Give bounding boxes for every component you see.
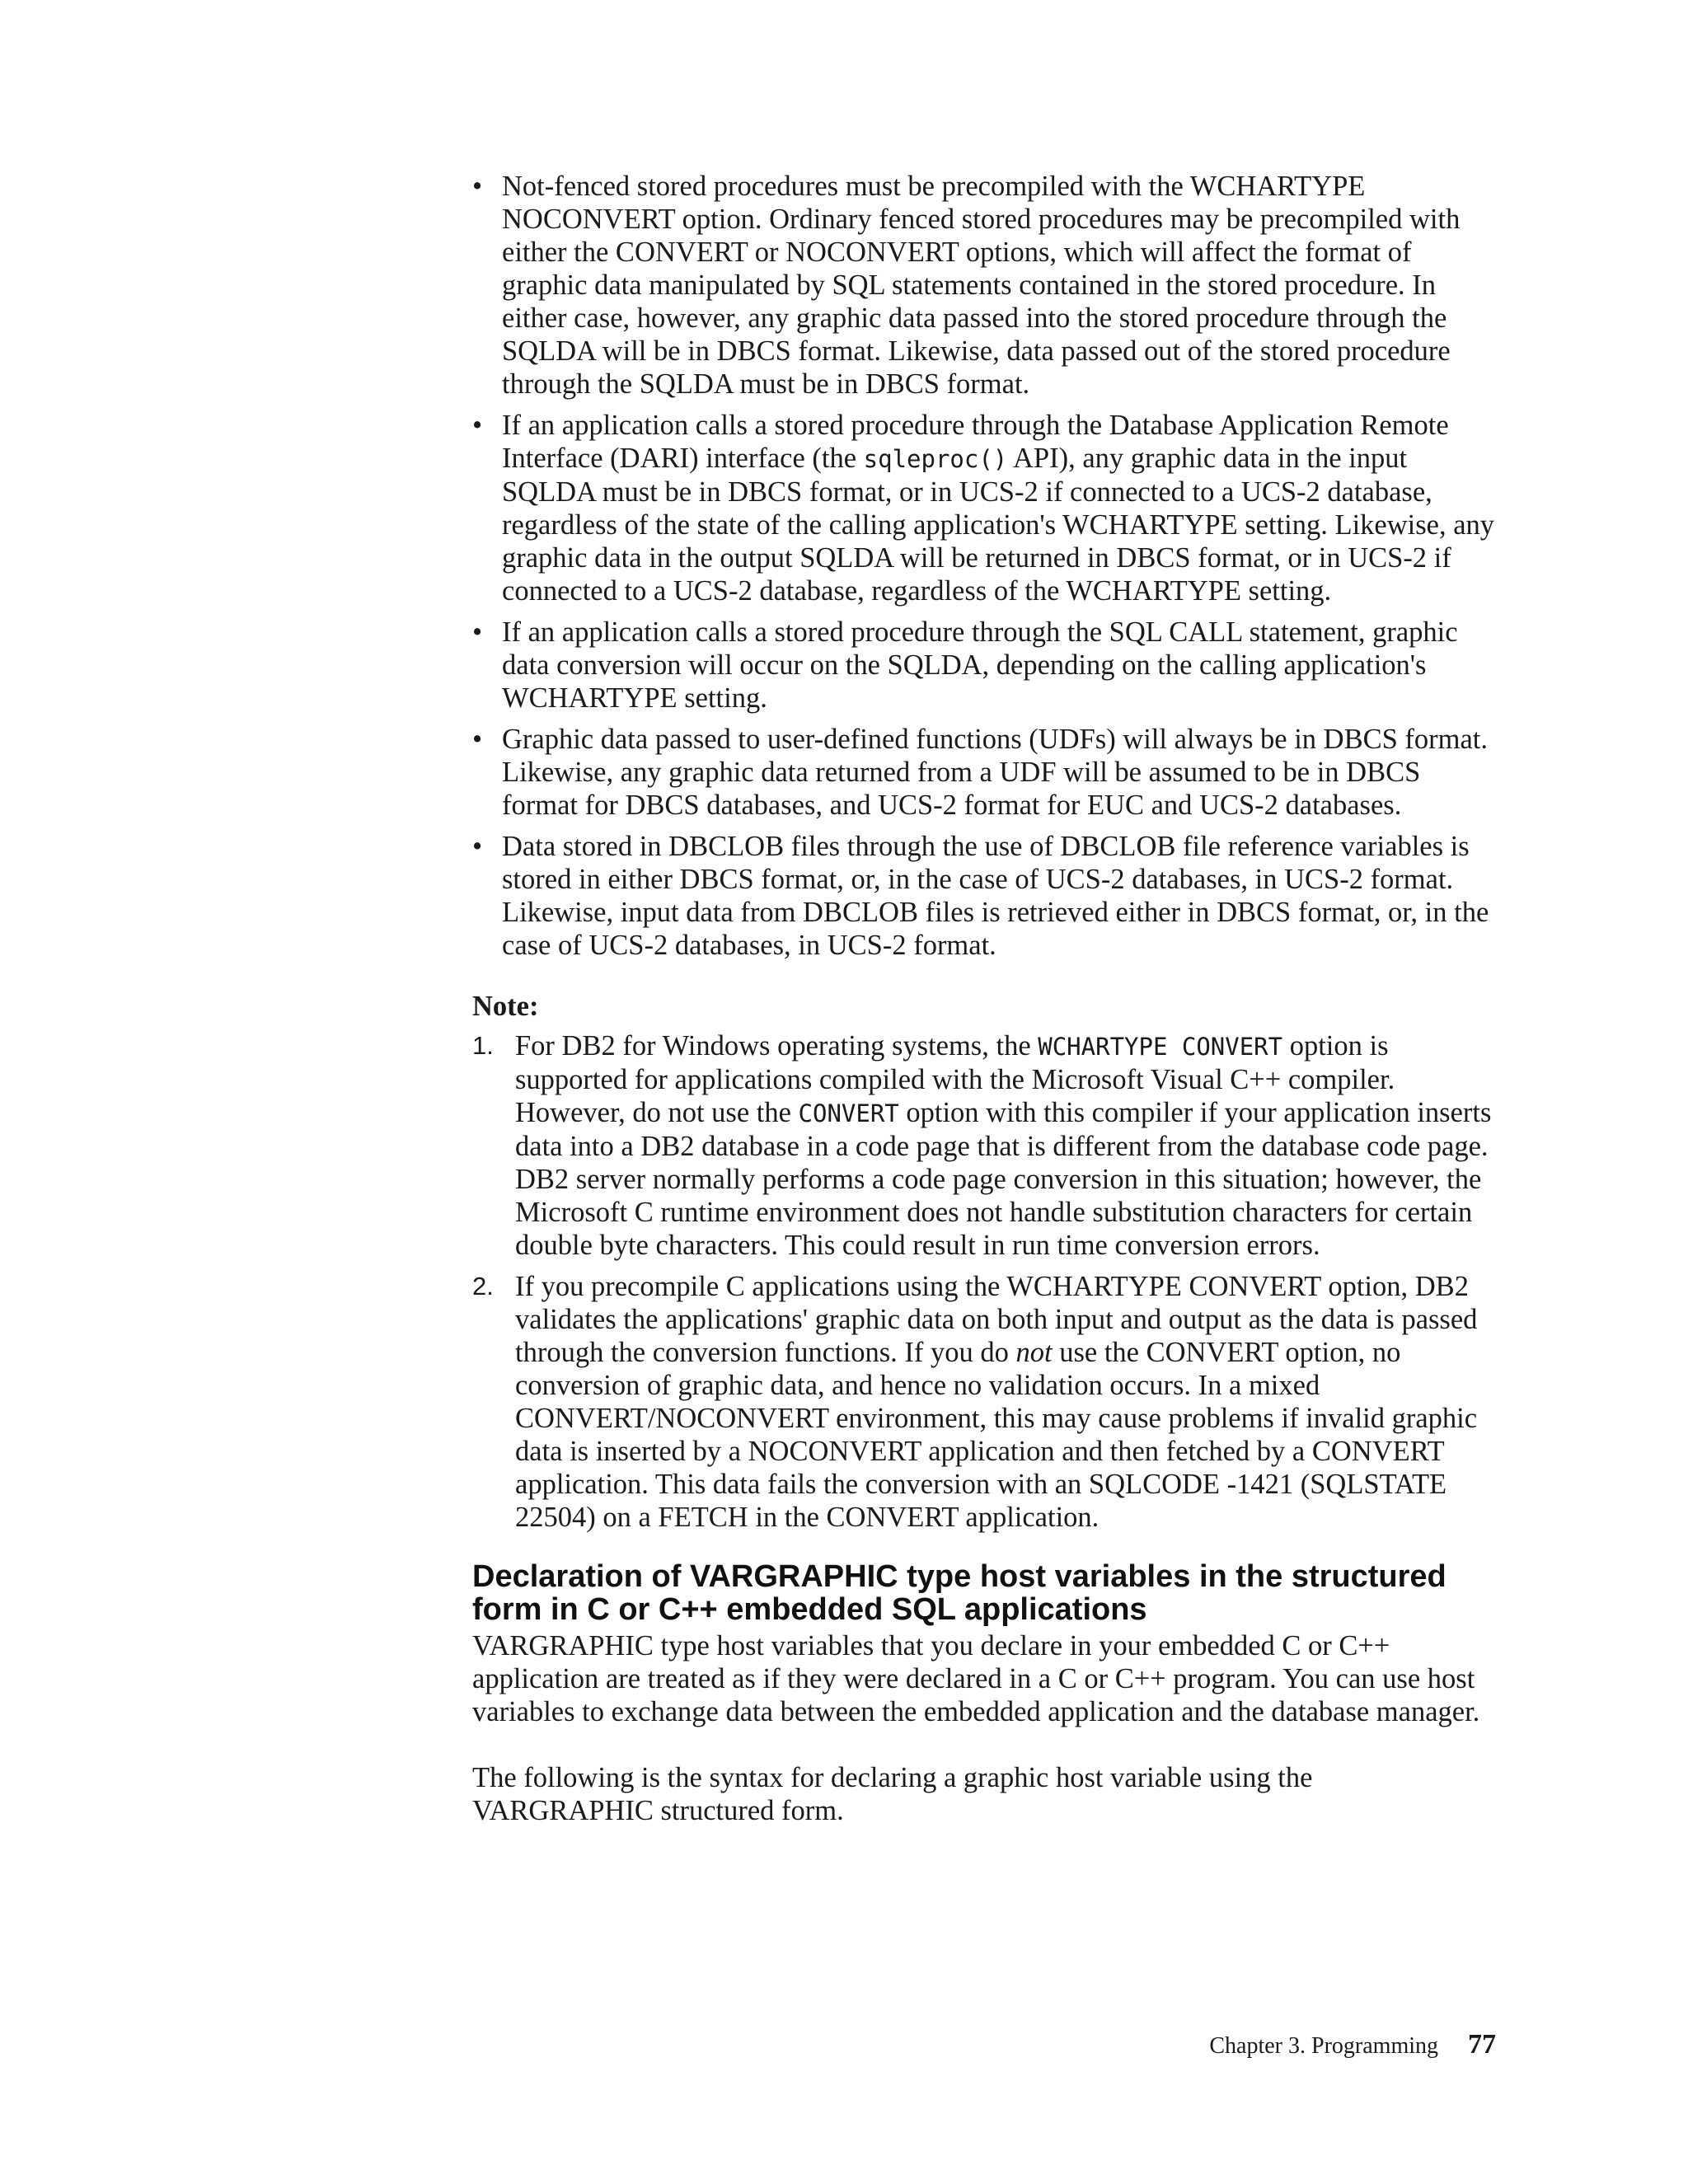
- chapter-label: Chapter 3. Programming: [1209, 2033, 1438, 2059]
- emphasis-text: not: [1015, 1337, 1053, 1368]
- body-paragraph: The following is the syntax for declaring a graphic host variable using the VARGRAPHIC structured form.: [472, 1762, 1313, 1826]
- bullet-icon: •: [472, 724, 483, 755]
- bullet-icon: •: [472, 171, 483, 202]
- inline-code: WCHARTYPE CONVERT: [1038, 1033, 1283, 1061]
- bullet-icon: •: [472, 831, 483, 862]
- bullet-icon: •: [472, 616, 483, 648]
- note-text: use the CONVERT option, no conversion of graphic data, and hence no validation occurs. In a mixed CONVERT/NOCONVERT environment, this may cause problems if invalid graphic data is inserted by a NOCONVERT application and then fetched by a CONVERT application. This data fails the conversion with an SQLCODE -1421 (SQLSTATE 22504) on a FETCH in the CONVERT application.: [515, 1337, 1478, 1533]
- list-item: [472, 830, 1498, 962]
- list-item: [472, 170, 1498, 401]
- note-number: 2.: [472, 1272, 494, 1301]
- list-item: [472, 409, 1498, 607]
- note-text: option with this compiler if your application inserts data into a DB2 database in a code page that is different from the database code page. DB2 server normally performs a code page conversion in this situation; however, the Microsoft C runtime environment does not handle substitution characters for certain double byte characters. This could result in run time conversion errors.: [515, 1097, 1492, 1261]
- bullet-list: [472, 170, 1498, 962]
- body-paragraph: VARGRAPHIC type host variables that you declare in your embedded C or C++ application are treated as if they were declared in a C or C++ program. You can use host variables to exchange data between the embedded application and the database manager.: [472, 1630, 1480, 1727]
- note-text: If you precompile C applications using the WCHARTYPE CONVERT option, DB2 validates the applications' graphic data on both input and output as the data is passed through the conversion functions. If you do: [515, 1271, 1478, 1368]
- page-footer: [824, 2029, 1496, 2060]
- page-number: 77: [1468, 2029, 1496, 2060]
- bullet-text: If an application calls a stored procedure through the SQL CALL statement, graphic data conversion will occur on the SQLDA, depending on the calling application's WCHARTYPE setting.: [502, 616, 1458, 714]
- bullet-text: Data stored in DBCLOB files through the use of DBCLOB file reference variables is stored in either DBCS format, or, in the case of UCS-2 databases, in UCS-2 format. Likewise, input data from DBCLOB files is retrieved either in DBCS format, or, in the case of UCS-2 databases, in UCS-2 format.: [502, 831, 1489, 961]
- inline-code: CONVERT: [798, 1099, 899, 1127]
- list-item: [472, 723, 1498, 822]
- note-text: For DB2 for Windows operating systems, the: [515, 1030, 1039, 1062]
- section-heading: Declaration of VARGRAPHIC type host variables in the structured form in C or C++ embedded SQL applications: [472, 1559, 1447, 1627]
- note-list: [472, 1029, 1498, 1534]
- bullet-text: Graphic data passed to user-defined functions (UDFs) will always be in DBCS format. Likewise, any graphic data returned from a UDF will be assumed to be in DBCS format for DBCS databases, and UCS-2 format for EUC and UCS-2 databases.: [502, 724, 1489, 821]
- note-label: Note:: [472, 991, 539, 1022]
- note-number: 1.: [472, 1031, 494, 1060]
- note-text: option is supported for applications compiled with the Microsoft Visual C++ compiler. However, do not use the: [515, 1030, 1395, 1128]
- page-content: [472, 170, 1498, 1860]
- bullet-icon: •: [472, 410, 483, 441]
- list-item: [472, 616, 1498, 715]
- bullet-text: Not-fenced stored procedures must be precompiled with the WCHARTYPE NOCONVERT option. Ordinary fenced stored procedures may be precompiled with either the CONVERT or NOCONVERT options, which will affect the format of graphic data manipulated by SQL statements contained in the stored procedure. In either case, however, any graphic data passed into the stored procedure through the SQLDA will be in DBCS format. Likewise, data passed out of the stored procedure through the SQLDA must be in DBCS format.: [502, 171, 1461, 400]
- inline-code: sqleproc(): [863, 445, 1008, 473]
- note-item: [472, 1270, 1498, 1534]
- bullet-text: API), any graphic data in the input SQLDA must be in DBCS format, or in UCS-2 if connected to a UCS-2 database, regardless of the state of the calling application's WCHARTYPE setting. Likewise, any graphic data in the output SQLDA will be returned in DBCS format, or in UCS-2 if connected to a UCS-2 database, regardless of the WCHARTYPE setting.: [502, 443, 1495, 607]
- note-item: [472, 1029, 1498, 1262]
- bullet-text: If an application calls a stored procedure through the Database Application Remote Interface (DARI) interface (the: [502, 410, 1449, 474]
